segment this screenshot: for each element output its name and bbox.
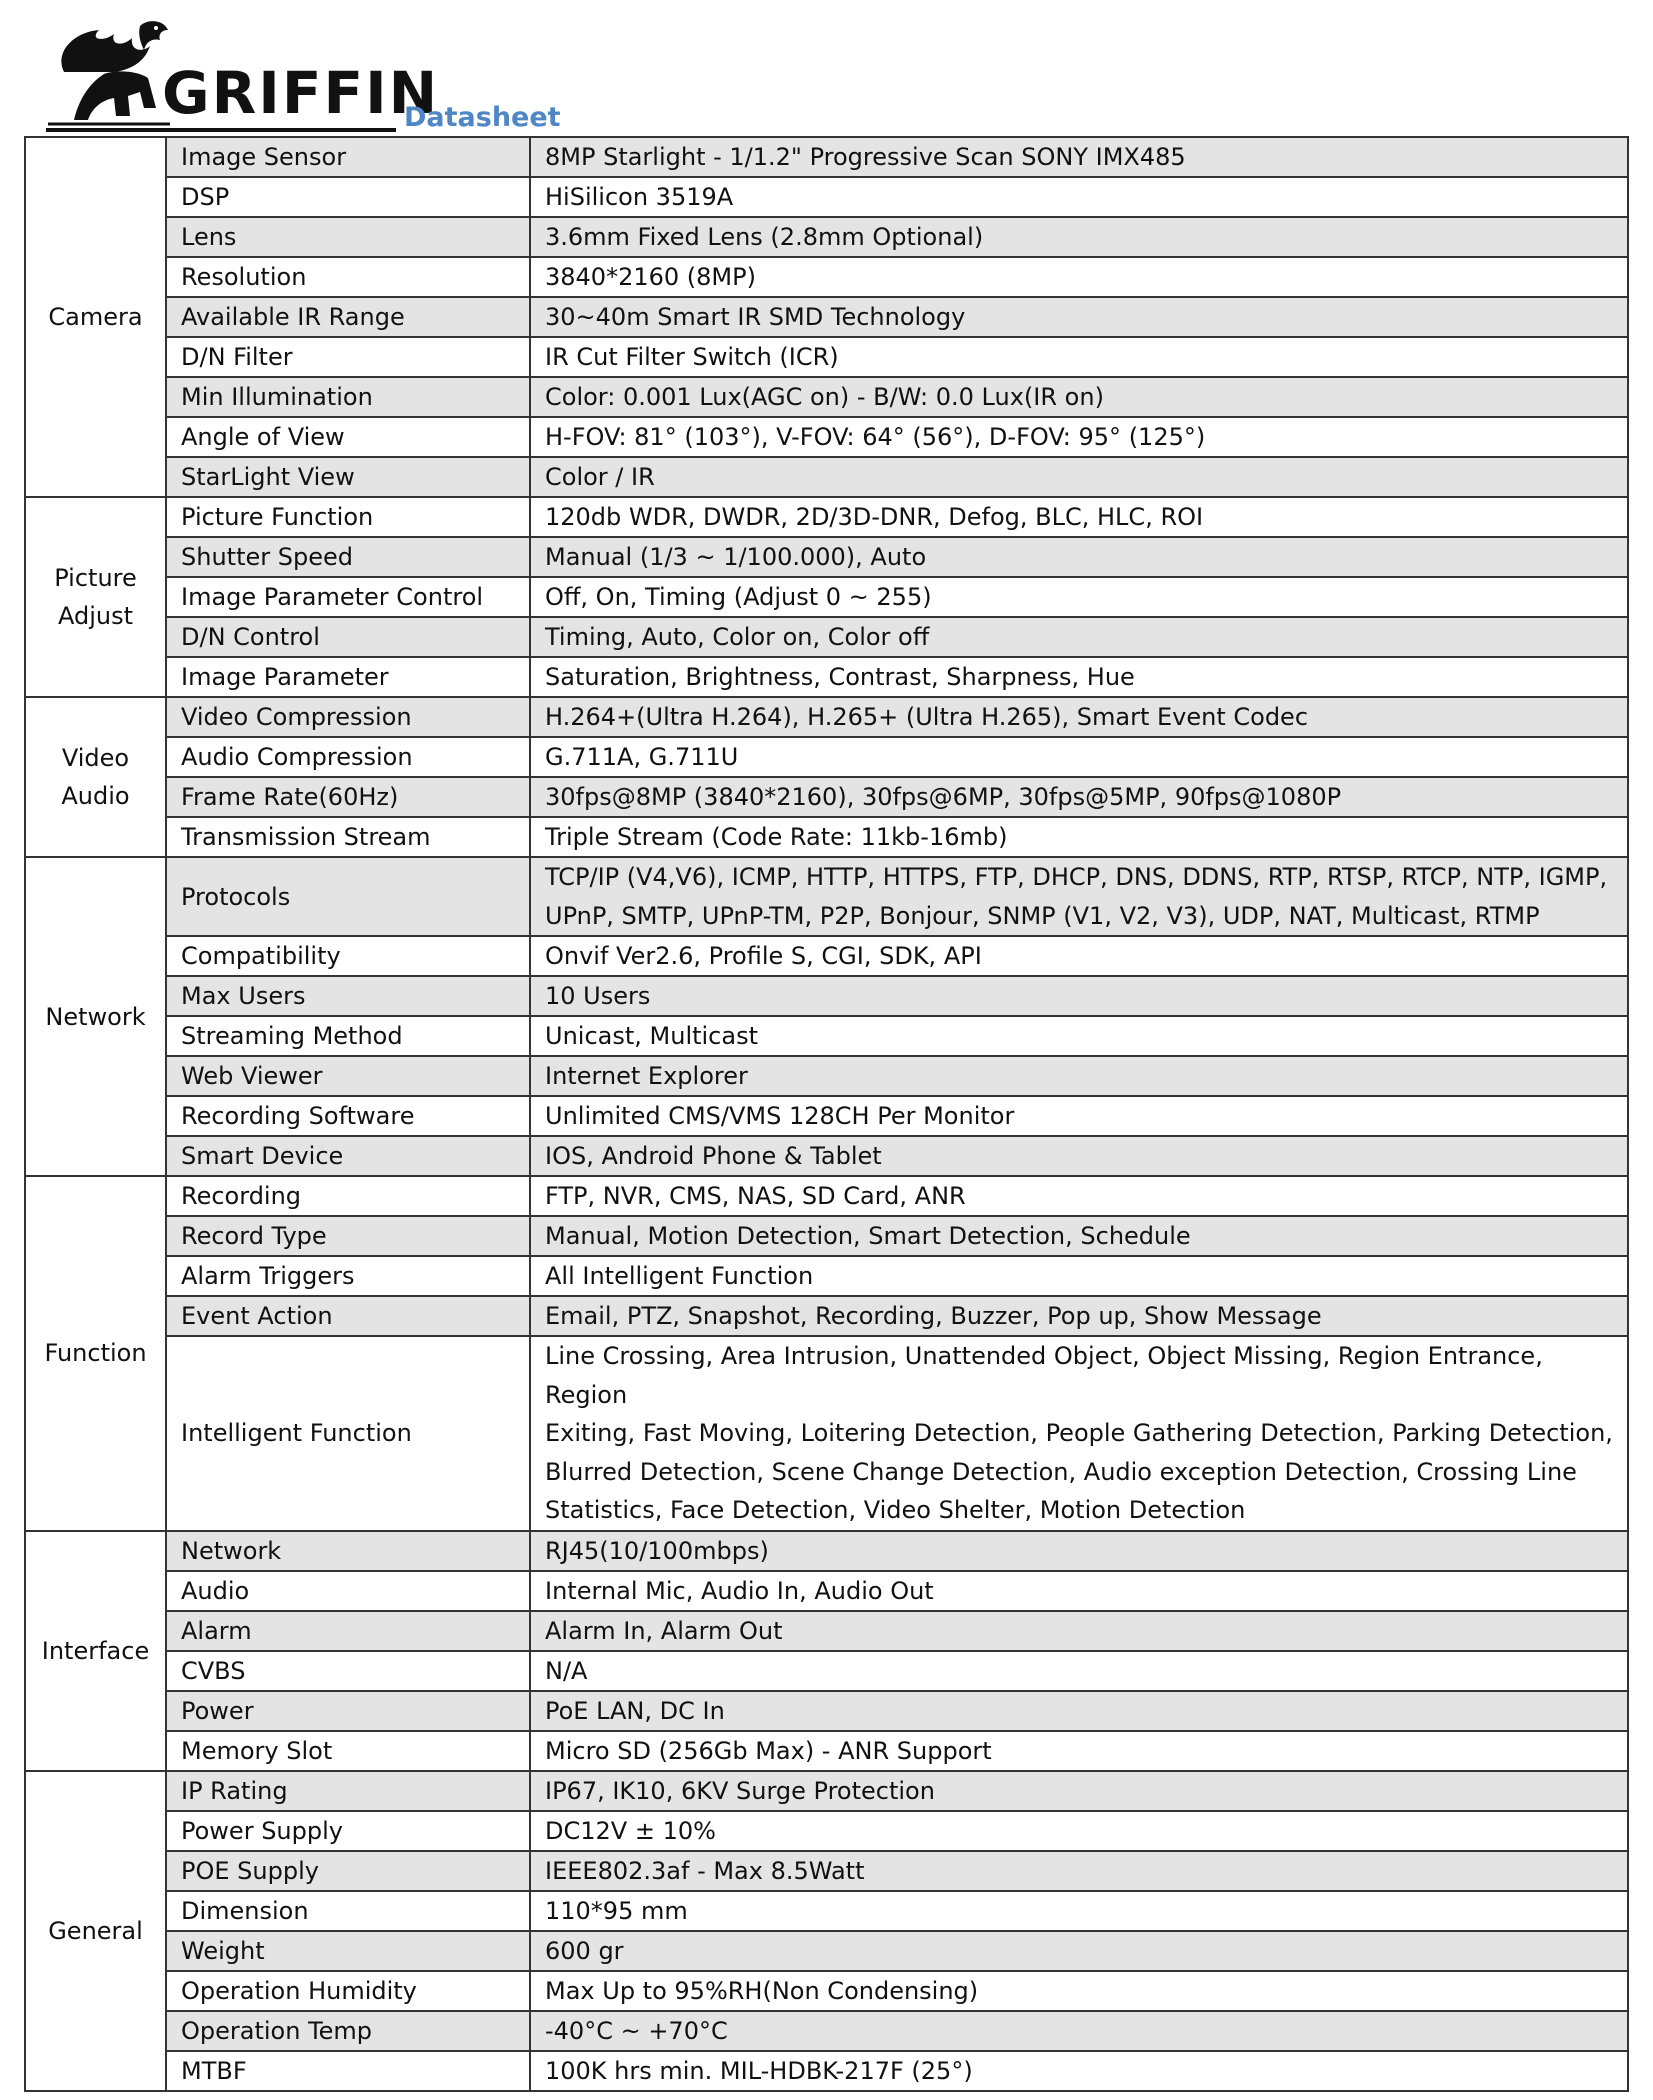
spec-value — [530, 1731, 1628, 1771]
spec-value-line: Alarm In, Alarm Out — [545, 1616, 783, 1645]
spec-value — [530, 1296, 1628, 1336]
spec-value-line: IOS, Android Phone & Tablet — [545, 1142, 882, 1170]
table-row — [25, 657, 1628, 697]
spec-value — [530, 1531, 1628, 1571]
spec-value — [530, 857, 1628, 936]
spec-value — [530, 1136, 1628, 1176]
table-row — [25, 537, 1628, 577]
spec-value — [530, 497, 1628, 537]
spec-value-line: 100K hrs min. MIL-HDBK-217F (25°) — [545, 2056, 973, 2085]
spec-value-line: DC12V ± 10% — [545, 1816, 716, 1845]
spec-value-line: Internal Mic, Audio In, Audio Out — [545, 1576, 934, 1605]
table-row — [25, 697, 1628, 737]
table-row — [25, 2051, 1628, 2091]
spec-label: Resolution — [166, 257, 530, 297]
table-row — [25, 1136, 1628, 1176]
spec-value-line: IP67, IK10, 6KV Surge Protection — [545, 1776, 935, 1805]
table-row — [25, 137, 1628, 177]
spec-value-line: 3.6mm Fixed Lens (2.8mm Optional) — [545, 223, 984, 251]
spec-value-line: 30~40m Smart IR SMD Technology — [545, 303, 966, 331]
spec-value — [530, 1931, 1628, 1971]
spec-value-line: IEEE802.3af - Max 8.5Watt — [545, 1856, 865, 1885]
table-row — [25, 497, 1628, 537]
spec-label: Memory Slot — [166, 1731, 530, 1771]
category-label: Network — [45, 1002, 146, 1031]
spec-value-line: Unlimited CMS/VMS 128CH Per Monitor — [545, 1102, 1015, 1130]
spec-label: Image Parameter — [166, 657, 530, 697]
spec-value-line: 110*95 mm — [545, 1896, 688, 1925]
table-row — [25, 1771, 1628, 1811]
spec-value — [530, 1971, 1628, 2011]
spec-label: Image Sensor — [166, 137, 530, 177]
table-row — [25, 217, 1628, 257]
table-row — [25, 1971, 1628, 2011]
spec-value-line: -40°C ~ +70°C — [545, 2016, 728, 2045]
table-row — [25, 617, 1628, 657]
spec-label: Power Supply — [166, 1811, 530, 1851]
table-row — [25, 457, 1628, 497]
brand-name: GRIFFIN — [162, 59, 440, 127]
spec-value — [530, 1691, 1628, 1731]
spec-value — [530, 1056, 1628, 1096]
spec-value — [530, 777, 1628, 817]
spec-label: DSP — [166, 177, 530, 217]
spec-value-line: 8MP Starlight - 1/1.2" Progressive Scan SONY IMX485 — [545, 143, 1186, 171]
spec-value — [530, 1096, 1628, 1136]
spec-value-line: TCP/IP (V4,V6), ICMP, HTTP, HTTPS, FTP, DHCP, DNS, DDNS, RTP, RTSP, RTCP, NTP, IGMP, — [545, 863, 1608, 891]
spec-value — [530, 217, 1628, 257]
spec-value — [530, 577, 1628, 617]
spec-value — [530, 137, 1628, 177]
table-row — [25, 1851, 1628, 1891]
spec-label: Angle of View — [166, 417, 530, 457]
spec-value-line: Statistics, Face Detection, Video Shelter, Motion Detection — [545, 1496, 1246, 1524]
spec-label: Network — [166, 1531, 530, 1571]
spec-value-line: Unicast, Multicast — [545, 1022, 758, 1050]
spec-value — [530, 337, 1628, 377]
spec-value — [530, 1256, 1628, 1296]
spec-value — [530, 697, 1628, 737]
spec-value — [530, 1571, 1628, 1611]
spec-label: MTBF — [166, 2051, 530, 2091]
spec-value — [530, 1891, 1628, 1931]
category-label: Audio — [61, 782, 130, 810]
spec-value-line: 600 gr — [545, 1936, 624, 1965]
table-row — [25, 936, 1628, 976]
spec-label: Min Illumination — [166, 377, 530, 417]
spec-value — [530, 2011, 1628, 2051]
spec-label: Alarm — [166, 1611, 530, 1651]
spec-label: Streaming Method — [166, 1016, 530, 1056]
category-label: Interface — [41, 1636, 150, 1665]
spec-value-line: RJ45(10/100mbps) — [545, 1536, 769, 1565]
category-label: Function — [44, 1339, 147, 1368]
category-label: Camera — [48, 303, 143, 331]
spec-label: Power — [166, 1691, 530, 1731]
table-row — [25, 976, 1628, 1016]
table-row — [25, 1216, 1628, 1256]
spec-label: Lens — [166, 217, 530, 257]
table-row — [25, 177, 1628, 217]
document-header — [44, 12, 644, 134]
table-row — [25, 417, 1628, 457]
spec-label: Event Action — [166, 1296, 530, 1336]
category-cell — [25, 1176, 166, 1531]
spec-label: Video Compression — [166, 697, 530, 737]
category-cell — [25, 1771, 166, 2091]
table-row — [25, 1256, 1628, 1296]
document-subtitle: Datasheet — [404, 102, 561, 133]
spec-label: Record Type — [166, 1216, 530, 1256]
spec-value-line: Color: 0.001 Lux(AGC on) - B/W: 0.0 Lux(IR on) — [545, 383, 1104, 411]
table-row — [25, 257, 1628, 297]
spec-value — [530, 377, 1628, 417]
spec-value-line: 10 Users — [545, 982, 651, 1010]
spec-value-line: Manual (1/3 ~ 1/100.000), Auto — [545, 543, 927, 571]
spec-value-line: PoE LAN, DC In — [545, 1696, 725, 1725]
spec-value — [530, 1651, 1628, 1691]
category-cell — [25, 697, 166, 857]
spec-label: Recording — [166, 1176, 530, 1216]
spec-label: Protocols — [166, 857, 530, 936]
spec-value — [530, 1771, 1628, 1811]
spec-label: Intelligent Function — [166, 1336, 530, 1531]
spec-value — [530, 1811, 1628, 1851]
spec-value-line: Max Up to 95%RH(Non Condensing) — [545, 1976, 979, 2005]
spec-label: Dimension — [166, 1891, 530, 1931]
table-row — [25, 297, 1628, 337]
spec-label: Picture Function — [166, 497, 530, 537]
spec-value-line: 3840*2160 (8MP) — [545, 263, 756, 291]
spec-label: Transmission Stream — [166, 817, 530, 857]
table-row — [25, 1691, 1628, 1731]
spec-value — [530, 1216, 1628, 1256]
table-row — [25, 1891, 1628, 1931]
spec-label: StarLight View — [166, 457, 530, 497]
spec-value — [530, 936, 1628, 976]
table-row — [25, 1176, 1628, 1216]
spec-label: Smart Device — [166, 1136, 530, 1176]
spec-label: Operation Humidity — [166, 1971, 530, 2011]
spec-value-line: Saturation, Brightness, Contrast, Sharpness, Hue — [545, 663, 1135, 691]
category-label: Adjust — [57, 602, 134, 630]
spec-label: CVBS — [166, 1651, 530, 1691]
spec-value-line: Internet Explorer — [545, 1062, 748, 1090]
spec-value — [530, 177, 1628, 217]
spec-value — [530, 1611, 1628, 1651]
table-row — [25, 1731, 1628, 1771]
spec-value — [530, 657, 1628, 697]
spec-label: Available IR Range — [166, 297, 530, 337]
spec-value-line: Off, On, Timing (Adjust 0 ~ 255) — [545, 583, 932, 611]
spec-value — [530, 297, 1628, 337]
spec-value — [530, 617, 1628, 657]
spec-value-line: Onvif Ver2.6, Profile S, CGI, SDK, API — [545, 942, 982, 970]
spec-value — [530, 2051, 1628, 2091]
spec-value — [530, 737, 1628, 777]
table-row — [25, 1571, 1628, 1611]
spec-label: Audio — [166, 1571, 530, 1611]
category-cell — [25, 497, 166, 697]
spec-label: POE Supply — [166, 1851, 530, 1891]
spec-value-line: Micro SD (256Gb Max) - ANR Support — [545, 1736, 992, 1765]
spec-value — [530, 976, 1628, 1016]
table-row — [25, 737, 1628, 777]
spec-label: D/N Filter — [166, 337, 530, 377]
spec-label: Alarm Triggers — [166, 1256, 530, 1296]
spec-label: Recording Software — [166, 1096, 530, 1136]
griffin-logo-icon — [44, 12, 174, 130]
spec-value-line: H.264+(Ultra H.264), H.265+ (Ultra H.265), Smart Event Codec — [545, 703, 1309, 731]
category-label: General — [48, 1916, 143, 1945]
spec-label: D/N Control — [166, 617, 530, 657]
spec-value — [530, 537, 1628, 577]
table-row — [25, 1016, 1628, 1056]
table-row — [25, 2011, 1628, 2051]
spec-value-line: G.711A, G.711U — [545, 743, 739, 771]
table-row — [25, 1651, 1628, 1691]
spec-table-body — [25, 137, 1628, 2091]
category-label: Video — [61, 744, 130, 772]
spec-label: IP Rating — [166, 1771, 530, 1811]
spec-value — [530, 1176, 1628, 1216]
table-row — [25, 817, 1628, 857]
spec-value — [530, 257, 1628, 297]
spec-value — [530, 1851, 1628, 1891]
spec-value — [530, 817, 1628, 857]
spec-value-line: Exiting, Fast Moving, Loitering Detection, People Gathering Detection, Parking Detection, — [545, 1419, 1613, 1447]
spec-value-line: Email, PTZ, Snapshot, Recording, Buzzer, Pop up, Show Message — [545, 1302, 1322, 1330]
spec-value-line: 30fps@8MP (3840*2160), 30fps@6MP, 30fps@5MP, 90fps@1080P — [545, 783, 1342, 811]
spec-value-line: Triple Stream (Code Rate: 11kb-16mb) — [545, 823, 1008, 851]
spec-label: Max Users — [166, 976, 530, 1016]
category-cell — [25, 137, 166, 497]
table-row — [25, 337, 1628, 377]
spec-value-line: UPnP, SMTP, UPnP-TM, P2P, Bonjour, SNMP (V1, V2, V3), UDP, NAT, Multicast, RTMP — [545, 901, 1540, 930]
spec-label: Shutter Speed — [166, 537, 530, 577]
table-row — [25, 1296, 1628, 1336]
table-row — [25, 777, 1628, 817]
spec-value-line: FTP, NVR, CMS, NAS, SD Card, ANR — [545, 1182, 966, 1210]
spec-label: Weight — [166, 1931, 530, 1971]
table-row — [25, 1611, 1628, 1651]
spec-label: Image Parameter Control — [166, 577, 530, 617]
spec-value-line: Timing, Auto, Color on, Color off — [545, 623, 930, 651]
table-row — [25, 577, 1628, 617]
spec-value-line: Manual, Motion Detection, Smart Detection, Schedule — [545, 1222, 1191, 1250]
category-label: Picture — [54, 564, 137, 592]
spec-value-line: 120db WDR, DWDR, 2D/3D-DNR, Defog, BLC, HLC, ROI — [545, 503, 1204, 531]
spec-label: Operation Temp — [166, 2011, 530, 2051]
spec-label: Compatibility — [166, 936, 530, 976]
category-cell — [25, 857, 166, 1176]
table-row — [25, 1931, 1628, 1971]
spec-label: Web Viewer — [166, 1056, 530, 1096]
spec-value — [530, 417, 1628, 457]
spec-value-line: Line Crossing, Area Intrusion, Unattended Object, Object Missing, Region Entrance, Region — [545, 1342, 1543, 1409]
logo-underline — [46, 128, 396, 132]
table-row — [25, 1811, 1628, 1851]
table-row — [25, 1096, 1628, 1136]
spec-table — [24, 136, 1629, 2092]
table-row — [25, 377, 1628, 417]
spec-value-line: H-FOV: 81° (103°), V-FOV: 64° (56°), D-FOV: 95° (125°) — [545, 423, 1206, 451]
spec-value-line: IR Cut Filter Switch (ICR) — [545, 343, 839, 371]
spec-value — [530, 1336, 1628, 1531]
spec-value-line: Color / IR — [545, 463, 655, 491]
table-row — [25, 1056, 1628, 1096]
spec-label: Audio Compression — [166, 737, 530, 777]
table-row — [25, 1336, 1628, 1531]
spec-value-line: HiSilicon 3519A — [545, 183, 734, 211]
table-row — [25, 1531, 1628, 1571]
category-cell — [25, 1531, 166, 1771]
spec-value-line: Blurred Detection, Scene Change Detection, Audio exception Detection, Crossing Line — [545, 1457, 1577, 1486]
spec-value — [530, 457, 1628, 497]
spec-value — [530, 1016, 1628, 1056]
table-row — [25, 857, 1628, 936]
spec-label: Frame Rate(60Hz) — [166, 777, 530, 817]
spec-value-line: N/A — [545, 1656, 588, 1685]
spec-value-line: All Intelligent Function — [545, 1262, 814, 1290]
